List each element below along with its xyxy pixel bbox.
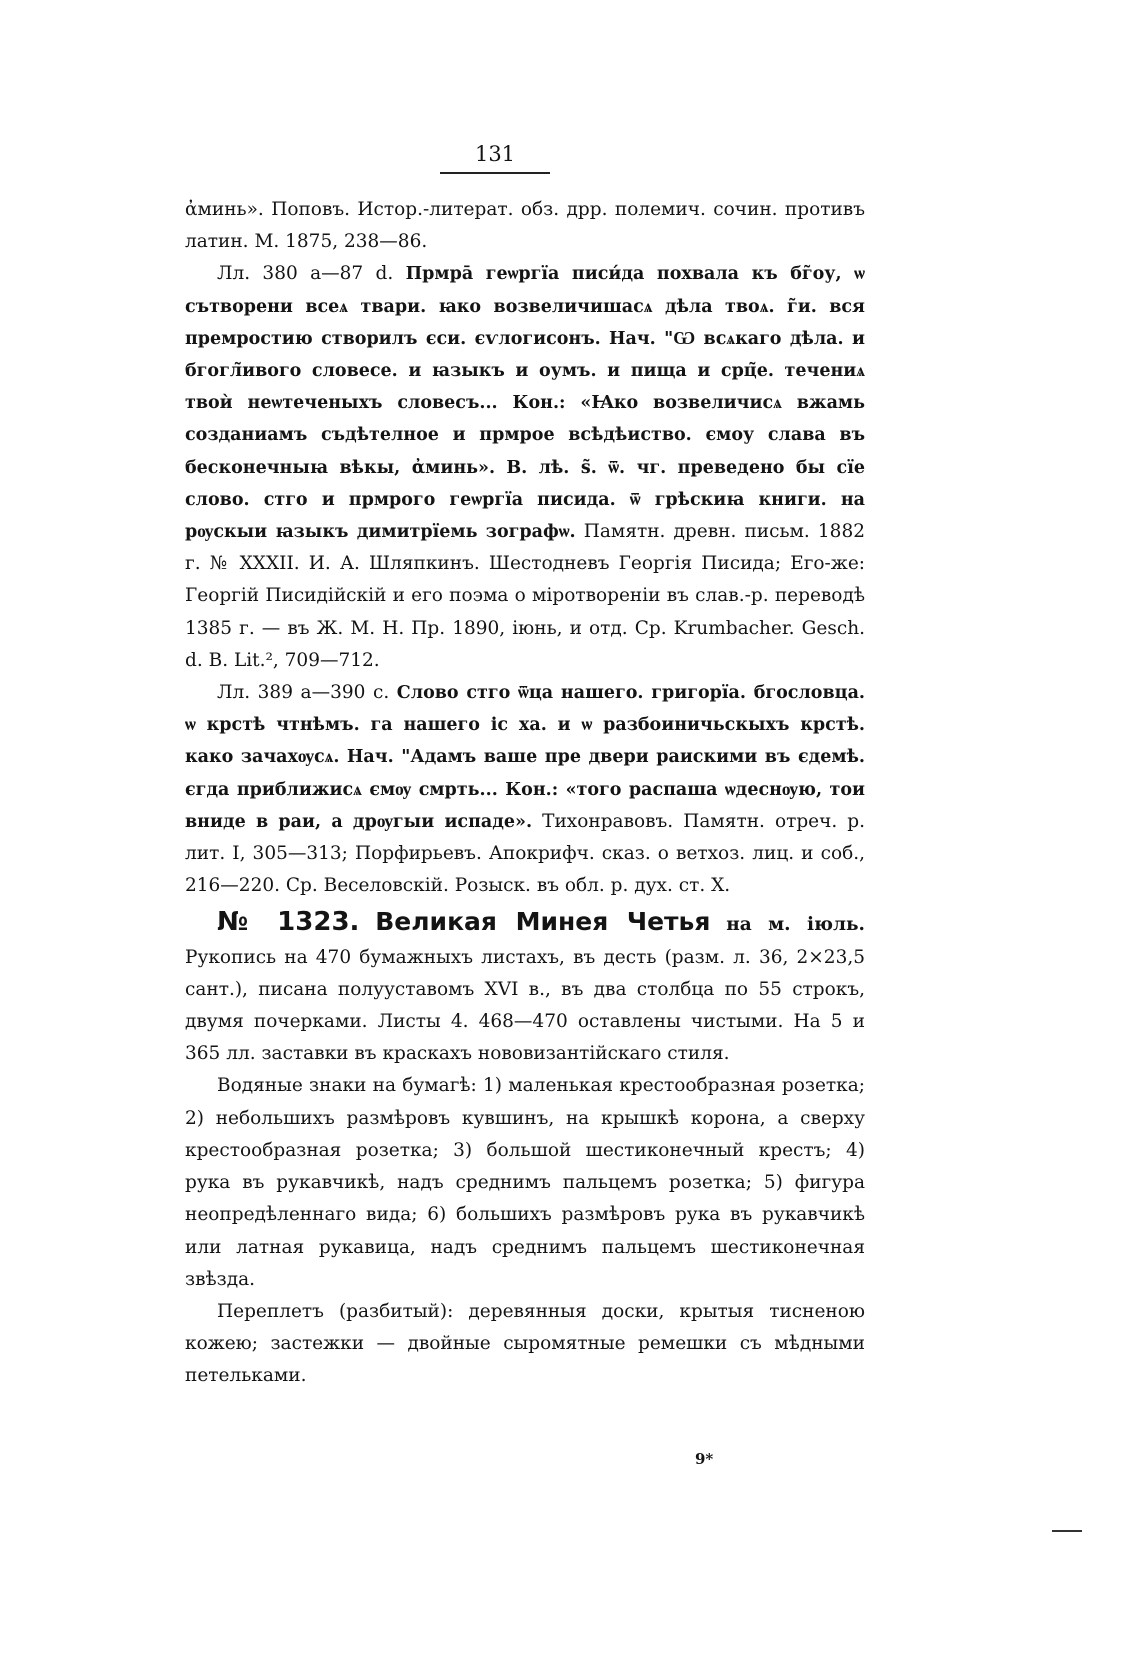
watermarks-text: Водяные знаки на бумагѣ: 1) маленькая крестообразная розетка; 2) небольшихъ размѣровъ кувшинъ, на крышкѣ корона, а сверху крестообразная розетка; 3) большой шестиконечный крестъ; 4) рука въ рукавчикѣ, надъ среднимъ пальцемъ розетка; 5) фигура неопредѣленнаго вида; 6) большихъ размѣровъ рука въ рукавчикѣ или латная рукавица, надъ среднимъ пальцемъ шестиконечная звѣзда.	[185, 1075, 865, 1290]
references: Памятн. древн. письм. 1882 г. № XXXII. И. А. Шляпкинъ. Шестодневъ Георгія Писида; Его-же: Георгій Писидійскій и его поэма о міротвореніи въ слав.-р. переводѣ 1385 г. — въ Ж. М. Н. Пр. 1890, іюнь, и отд. Ср. Krumbacher. Gesch. d. B. Lit.², 709—712.	[185, 521, 865, 671]
page-number: 131	[474, 142, 516, 166]
slavonic-title: Прмрā геѡргїа писи́да похвала къ бг̃оу, ѡ сътворени всеѧ твари. ꙗко возвеличишасѧ дѣла твоѧ. г̃и. вся премростию створилъ єси. єѵлогисонъ.	[185, 264, 865, 349]
paragraph-leaf-380	[185, 258, 865, 677]
paragraph-binding	[185, 1296, 865, 1393]
slavonic-title: Слово стго ѿца нашего. григорїа. бгословца. ѡ крстѣ чтнѣмъ. га нашего іс ха. и ѡ разбоиничьскыхъ крстѣ. како зачахѹсѧ.	[185, 683, 865, 768]
leaf-range: Лл. 380 а—87 d.	[217, 263, 394, 285]
slavonic-colophon: В. лѣ. ѕ̃. ѿ. чг. преведено бы сїе слово. стго и прмрого геѡргїа писида. ѿ грѣскиꙗ книги. на рѹскыи ꙗзыкъ димитрїемь зографѡ.	[185, 457, 865, 543]
page-number-rule	[440, 172, 550, 174]
paragraph-closing-citation	[185, 194, 865, 258]
signature-mark: 9*	[695, 1450, 714, 1468]
page-body	[185, 194, 865, 1393]
entry-title: Великая Минея Четья	[375, 907, 711, 937]
binding-text: Переплетъ (разбитый): деревянныя доски, крытыя тисненою кожею; застежки — двойные сыромятные ремешки съ мѣдными петельками.	[185, 1300, 865, 1387]
entry-1323	[185, 906, 865, 1070]
entry-description: Рукопись на 470 бумажныхъ листахъ, въ десть (разм. л. 36, 2×23,5 сант.), писана полууставомъ XVI в., въ два столбца по 55 строкъ, двумя почерками. Листы 4. 468—470 оставлены чистыми. На 5 и 365 лл. заставки въ краскахъ нововизантійскаго стиля.	[185, 946, 865, 1065]
paragraph-watermarks	[185, 1070, 865, 1295]
leaf-range: Лл. 389 а—390 с.	[217, 682, 390, 704]
closing-citation-text: ἀминь». Поповъ. Истор.-литерат. обз. дрр. полемич. сочин. противъ латин. М. 1875, 238—86.	[185, 199, 865, 253]
entry-number: № 1323.	[217, 907, 360, 938]
entry-subtitle: на м. іюль.	[726, 914, 865, 936]
references: Тихонравовъ. Памятн. отреч. р. лит. I, 305—313; Порфирьевъ. Апокрифч. сказ. о ветхоз. лиц. и соб., 216—220. Ср. Веселовскій. Розыск. въ обл. р. дух. ст. X.	[185, 810, 866, 897]
slavonic-incipit: Нач. "Адамъ ваше пре двери раискими въ єдемѣ. єгда приближисѧ ємѹ смрть... Кон.: «того распаша ѡдеснѹю, тои вниде в раи, а дрѹгыи испаде».	[185, 747, 865, 832]
slavonic-incipit: Нач. "Ѡ всѧкаго дѣла. и бгогл̃ивого словесе. и ꙗзыкъ и оумъ. и пища и срц̃е. течениѧ твоѝ неѡтеченыхъ словесъ... Кон.: «Ꙗко возвеличисѧ вжамь созданиамъ съдѣтелное и прмрое всѣдѣиство. ємоу слава въ бесконечныꙗ вѣкы, ἀминь».	[185, 328, 865, 478]
paragraph-leaf-389	[185, 677, 865, 902]
edge-mark	[1052, 1530, 1082, 1532]
